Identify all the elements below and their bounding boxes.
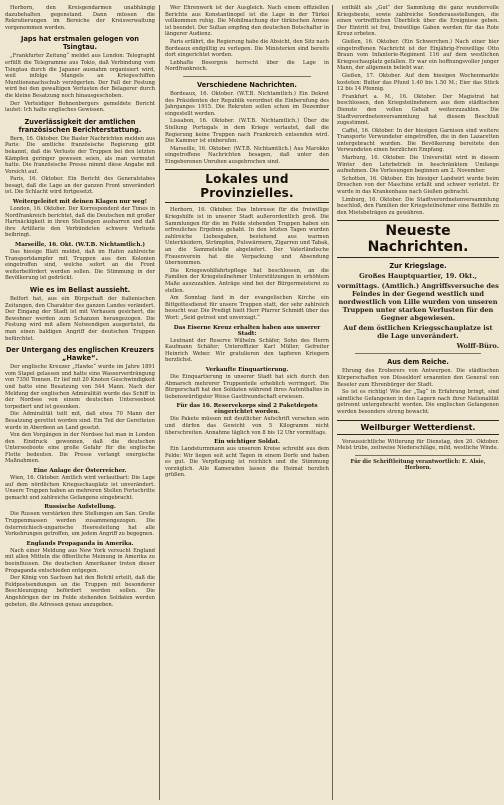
article-text: Der englische Kreuzer „Hawke“ wurde im Jahre 1891 vom Stapel gelassen und hatte eine Wasserverdrängung von 7350 Tonnen. Er lief mit 20 Knoten Geschwindigkeit und hatte eine Besatzung von 544 Mann. Nach der Meldung der englischen Admiralität wurde das Schiff in der Nordsee von einem deutschen Unterseeboot torpediert und ist gesunken. <box>5 364 155 410</box>
newspaper-page <box>5 5 499 800</box>
article-text: Limburg, 16. Oktober. Die Stadtverordnetenversammlung beschloß, den Familien der Kriegsteilnehmer eine Beihilfe zu den Mietsbeträgen zu gewähren. <box>337 196 499 216</box>
article-text: London, 16. Oktober. Der Korrespondent der Times in Nordfrankreich berichtet, daß die Deutschen mit großer Hartnäckigkeit in ihren Stellungen ausharren und daß ihre Artillerie den Verbündeten schwere Verluste beibringt. <box>5 206 155 239</box>
article-text: Ein Landsturmmann aus unserem Kreise schreibt aus dem Felde: Wir liegen seit acht Tagen in einem Dorfe und haben es gut. Die Verpflegung ist reichlich und die Stimmung vorzüglich. Alle Kameraden lassen die Heimat herzlich grüßen. <box>165 446 329 479</box>
section-banner: Lokales und Provinzielles. <box>165 169 329 203</box>
article-text: Die Pakete müssen mit deutlicher Aufschrift versehen sein und dürfen das Gewicht von 5 Kilogramm nicht überschreiten. Annahme täglich von 8 bis 12 Uhr vormittags. <box>165 416 329 436</box>
article-headline: Zuverlässigkeit der amtlichen französischen Berichterstattung. <box>18 117 142 134</box>
article-subheadline: Verkaufte Einquartierung. <box>205 366 289 373</box>
dateline: Großes Hauptquartier, 19. Okt., <box>359 272 477 281</box>
section-subheadline: Zur Kriegslage. <box>389 262 447 271</box>
article-subheadline: Eine Anlage der Österreicher. <box>33 468 127 475</box>
article-text: Gießen, 16. Oktober. (Ein Schwerchen.) Nach einer hier eingetroffenen Nachricht ist der Einjährig-Freiwillige Otto Braun vom Infanterie-Regiment 116 auf dem westlichen Kriegsschauplatz gefallen. Er war ein hoffnungsvoller junger Mann, der allgemein beliebt war. <box>337 38 499 72</box>
article-text: Herborn, 16. Oktober. Das Interesse für die freiwillige Kriegshilfe ist in unserer Stadt außerordentlich groß. Die Sammlungen für die im Felde stehenden Truppen haben ein erfreuliches Ergebnis gehabt. In den letzten Tagen wurden zahlreiche Liebesgaben, bestehend aus warmen Unterkleidern, Strümpfen, Pulswärmern, Zigarren und Tabak, an die Sammelstelle abgeliefert. Der Vaterländische Frauenverein hat die Verpackung und Absendung übernommen. <box>165 207 329 267</box>
column-3 <box>337 5 499 800</box>
article-subheadline: Ein wichtiger Soldat. <box>214 439 280 446</box>
article-text: Von den Vorgängen in der Nordsee hat man in London den Eindruck gewonnen, daß die deutschen Unterseeboote eine große Gefahr für die englische Flotte bedeuten. Die Presse verlangt energische Maßnahmen. <box>5 432 155 465</box>
weather-banner: Weilburger Wetterdienst. <box>337 420 499 435</box>
article-subheadline: Das Eiserne Kreuz erhalten haben aus unserer Stadt: <box>173 324 321 337</box>
article-text: Marburg, 16. Oktober. Die Universität wird in diesem Winter den Lehrbetrieb in beschränktem Umfange aufnehmen. Die Vorlesungen beginnen am 2. November. <box>337 155 499 175</box>
article-headline: Der Untergang des englischen Kreuzers „Hawke“. <box>5 346 155 363</box>
article-subheadline: Weitergeleitet mit deinen Klagen nur weg! <box>12 199 148 206</box>
section-headline: Aus dem Reiche. <box>387 358 449 367</box>
article-text: Herborn, den Kreisgendarmen unabhängig dazubehalten gegenstand. Dann müssen die Rekrutierungen im Bereiche der Kreisverwaltung vorgenommen werden. <box>5 5 155 31</box>
article-text: „Frankfurter Zeitung“ meldet aus London: Telegrapht erfüllt die Telegramme aus Tokio, daß Verbindung vom Tsingtau durch die Japaner ausnahm organisiert wird, weil infolge Mangels an Kriegsschiffen Munitionsnachschub verzögerten. Der Fall der Festung wird bei den gewaltigen Verlusten der Belagerer durch die kleine Besatzung noch hinausgeschoben. <box>5 53 155 99</box>
article-text: Die Kriegswohlfahrtspflege hat beschlossen, an die Familien der Kriegsteilnehmer Unterstützungen in erhöhtem Maße auszuzahlen. Anträge sind bei der Bürgermeisterei zu stellen. <box>165 267 329 294</box>
section-separator <box>355 455 481 456</box>
editor-credit: Für die Schriftleitung verantwortlich: E. Alsie, Herborn. <box>350 458 486 472</box>
article-headline: Japs hat erstmalen gelogen von Tsingtau. <box>21 35 139 52</box>
article-text: Der Verteidiger Bohnenbergers gemeldete Bericht lautet: Ich halte englisches Gewissen. <box>5 100 155 114</box>
article-text: Die Admiralität teilt mit, daß etwa 70 Mann der Besatzung gerettet worden sind. Ein Teil der Geretteten wurde in Aberdeen an Land gesetzt. <box>5 411 155 431</box>
article-text: Das hiesige Blatt meldet, daß im Hafen zahlreiche Transportdampfer mit Truppen aus den Kolonien eingetroffen sind, welche sofort an die Front weiterbefördert werden sollen. Die Stimmung in der Bevölkerung ist gedrückt. <box>5 249 155 282</box>
article-text: Lissabon, 16. Oktober. (W.T.B. Nichtamtlich.) Über die Stellung Portugals in dem Kriege verlautet, daß die Regierung keine Truppen nach Frankreich entsenden wird. Die Kammer ist einberufen. <box>165 118 329 145</box>
section-separator <box>183 76 311 77</box>
article-text: Lebhafte Besorgnis herrscht über die Lage in Nordfrankreich. <box>165 59 329 73</box>
dateline-text: vormittags. (Amtlich.) Angriffsversuche des Feindes in der Gegend westlich und nordwestlich von Lille wurden von unseren Truppen unter starken Verlusten für den Gegner abgewiesen. <box>337 282 499 323</box>
article-subheadline: Englands Propaganda in Amerika. <box>26 540 134 547</box>
dateline-text: Auf dem östlichen Kriegsschauplatze ist die Lage unverändert. <box>343 324 493 341</box>
news-agency-signoff: Wolff-Büro. <box>456 342 499 351</box>
article-text: Bern, 16. Oktober. Die Basler Nachrichten melden aus Paris: Die amtliche französische Regierung gibt bekannt, daß die Verluste der Truppen bei den letzten Kämpfen geringer gewesen seien, als man vermutet hatte. Die französische Presse nimmt diese Angabe mit Vorsicht auf. <box>5 135 155 175</box>
article-text: Gießen, 17. Oktober. Auf dem hiesigen Wochenmarkte kosteten: Butter das Pfund 1.40 bis 1.50 M.; Eier das Stück 12 bis 14 Pfennig. <box>337 72 499 93</box>
weather-text: Voraussichtliche Witterung für Dienstag, den 20. Oktober. Meist trübe, zeitweise Niederschläge, mild, westliche Winde. <box>337 438 499 452</box>
article-headline: Wie es im Bellast aussieht. <box>29 286 131 294</box>
column-divider <box>332 5 333 800</box>
article-text: Nach einer Meldung aus New York versucht England mit allen Mitteln die öffentliche Meinung in Amerika zu beeinflussen. Die deutschen Amerikaner treten dieser Propaganda entschieden entgegen. <box>5 547 155 574</box>
section-headline: Verschiedene Nachrichten. <box>197 80 297 89</box>
article-text: Frankfurt a. M., 16. Oktober. Der Magistrat hat beschlossen, den Kriegsteilnehmern aus dem städtischen Dienste den vollen Gehalt weiterzuzahlen. Die Stadtverordnetenversammlung hat diesem Beschluß zugestimmt. <box>337 93 499 127</box>
article-text: Wer Ehrenwerk ist der Ausgleich. Nach einem offiziellen Berichte aus Konstantinopel ist die Lage in der Türkei vollkommen ruhig. Die Mobilmachung der türkischen Armee ist beendet. Der Sultan empfing den deutschen Botschafter in längerer Audienz. <box>165 5 329 38</box>
article-subheadline: Russische Aufstellung. <box>44 504 116 511</box>
article-text: Paris erfährt, die Regierung habe die Absicht, den Sitz nach Bordeaux endgültig zu verlegen. Die Ministerien sind bereits dort eingerichtet worden. <box>165 38 329 59</box>
article-text: Caffel, 16. Oktober. In der hiesigen Garnison sind weitere Transporte Verwundeter eingetroffen, die in den Lazaretten untergebracht wurden. Die Bevölkerung bereitete den Verwundeten einen herzlichen Empfang. <box>337 127 499 154</box>
article-text: Am Sonntag fand in der evangelischen Kirche ein Bittgottesdienst für unsere Truppen statt, der sehr zahlreich besucht war. Die Predigt hielt Herr Pfarrer Schmidt über das Wort: „Seid getrost und unverzagt.“ <box>165 295 329 321</box>
article-text: Die Russen verstärken ihre Stellungen am San. Große Truppenmassen werden zusammengezogen. Die österreichisch-ungarische Heeresleitung hat alle Vorkehrungen getroffen, um jedem Angriff zu begegnen. <box>5 511 155 538</box>
article-text: Leutnant der Reserve Wilhelm Schäfer, Sohn des Herrn Kaufmann Schäfer; Unteroffizier Karl Müller; Gefreiter Heinrich Weber. Wir gratulieren den tapferen Kriegern herzlichst. <box>165 337 329 364</box>
column-divider <box>159 5 160 800</box>
article-text: Ehrung des Eroberers von Antwerpen. Die städtischen Körperschaften von Düsseldorf ernannten den General von Beseler zum Ehrenbürger der Stadt. <box>337 368 499 388</box>
column-2 <box>165 5 329 800</box>
article-text: Der König von Sachsen hat den Befehl erteilt, daß die Feldpostsendungen an die Truppen mit besonderer Beschleunigung befördert werden sollen. Die Angehörigen der im Felde stehenden Soldaten werden gebeten, die Adressen genau anzugeben. <box>5 575 155 608</box>
article-text: Marseille, 16. Oktober. (W.T.B. Nichtamtlich.) Aus Marokko eingetroffene Nachrichten besagen, daß unter den Eingeborenen Unruhen ausgebrochen sind. <box>165 145 329 165</box>
section-banner: Neueste Nachrichten. <box>337 220 499 258</box>
section-separator <box>355 353 481 354</box>
article-text: Paris, 16. Oktober. Ein Bericht des Generalstabes besagt, daß die Lage an der ganzen Front unverändert ist. Die Schlacht wird fortgesetzt. <box>5 176 155 196</box>
article-text: enthält als „Gut“ der Sammlung die ganz wundervolle Kriegsbeute, sowie zahlreiche Sonderausstellungen, die einen vortrefflichen Überblick über die Ereignisse geben. Der Eintritt ist frei, freiwillige Gaben werden für das Rote Kreuz erbeten. <box>337 5 499 38</box>
article-text: Wien, 16. Oktober. Amtlich wird verlautbart: Die Lage auf dem nördlichen Kriegsschauplatz ist unverändert. Unsere Truppen haben an mehreren Stellen Fortschritte gemacht und zahlreiche Gefangene eingebracht. <box>5 475 155 501</box>
column-1 <box>5 5 155 800</box>
article-text: Schotten, 16. Oktober. Ein hiesiger Landwirt wurde beim Dreschen von der Maschine erfaßt und schwer verletzt. Er wurde in das Krankenhaus nach Gießen gebracht. <box>337 175 499 196</box>
article-text: Bordeaux, 16. Oktober. (W.T.B. Nichtamtlich.) Ein Dekret des Präsidenten der Republik verordnet die Einberufung des Jahrganges 1915. Die Rekruten sollen schon im Dezember eingestellt werden. <box>165 90 329 117</box>
article-text: Belfort hat, aus ein Bürgschaft der italienischen Zeitungen, den Charakter des ganzen Landes verändert. Der Eingang der Stadt ist mit Verhauen gesichert, die Bewohner werden zum Schanzen herangezogen. Die Festung wird mit allem Notwendigen ausgerüstet, da man einen baldigen Angriff der deutschen Truppen befürchtet. <box>5 296 155 342</box>
article-subheadline: Für das 16. Reservekorps sind 2 Paketdepots eingerichtet worden. <box>176 403 318 416</box>
article-subheadline: Marseille, 16. Okt. (W.T.B. Nichtamtlich.) <box>15 242 145 249</box>
article-text: So ist es richtig! Wie der „Tag“ in Erfahrung bringt, sind sämtliche Gefangenen in den Lagern nach ihrer Nationalität getrennt untergebracht worden. Die englischen Gefangenen werden besonders streng bewacht. <box>337 389 499 415</box>
article-text: Die Einquartierung in unserer Stadt hat sich durch den Abmarsch mehrerer Truppenteile erheblich verringert. Die Bürgerschaft hat den Soldaten während ihres Aufenthaltes in liebenswürdigster Weise Gastfreundschaft erwiesen. <box>165 373 329 400</box>
